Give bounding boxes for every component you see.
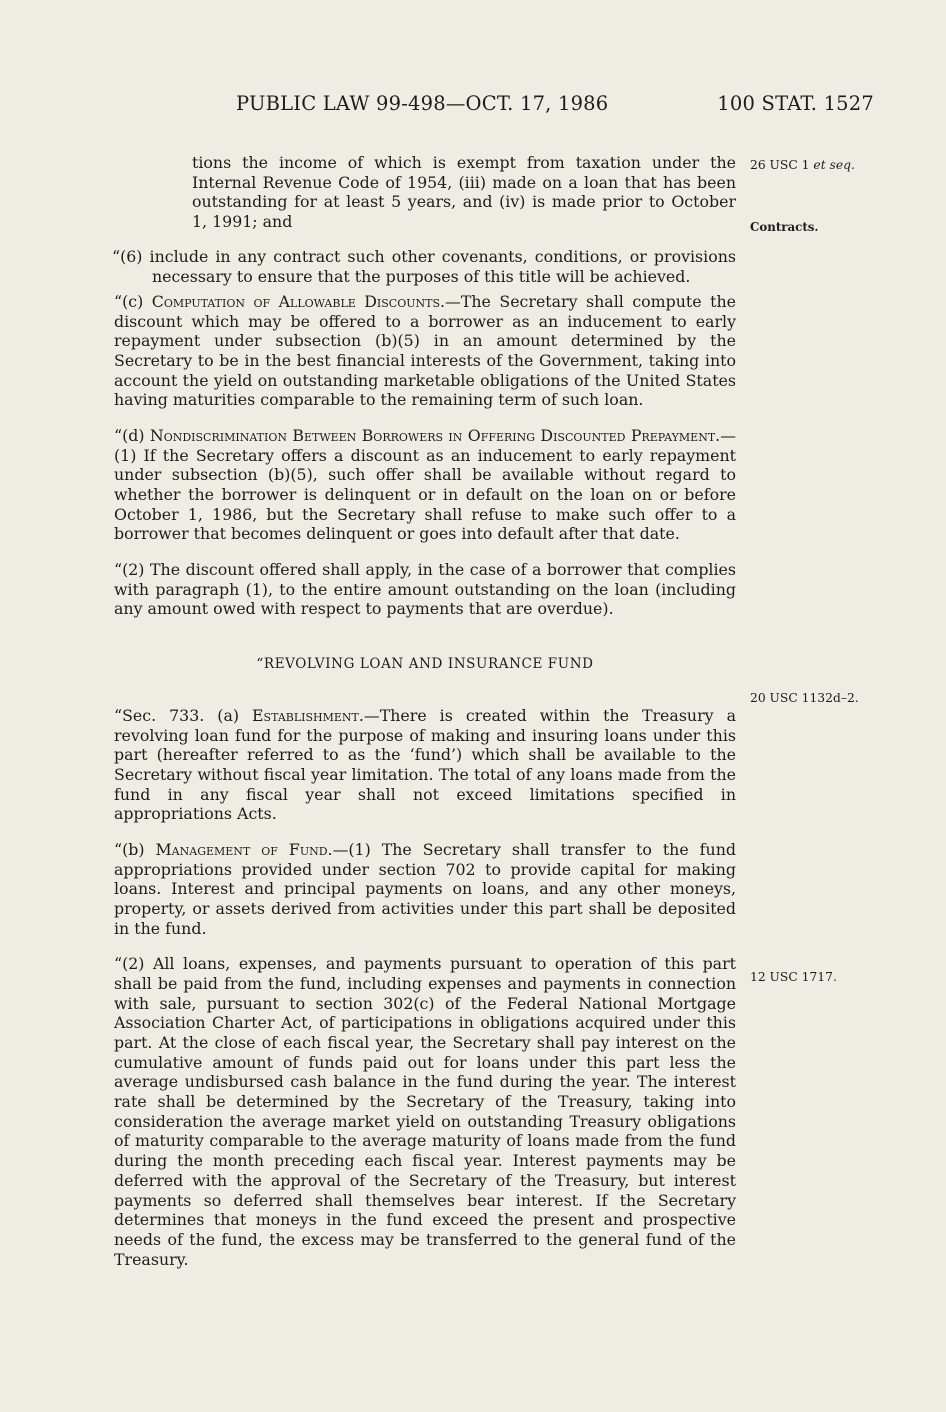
section-733-b-paragraph-2: “(2) All loans, expenses, and payments pursuant to operation of this part shall be paid from the fund, including expenses and payments in connection with sale, pursuant to section 302(c) of the Federal National Mortgage Association Charter Act, of participations in obligations acquired under this part. At the close of each fiscal year, the Secretary shall pay interest on the cumulative amount of funds paid out for loans under this part less the average undisbursed cash balance in the fund during the year. The interest rate shall be determined by the Secretary of the Treasury, taking into consideration the average market yield on outstanding Treasury obligations of maturity comparable to the average maturity of loans made from the fund during the month preceding each fiscal year. Interest payments may be deferred with the approval of the Secretary of the Treasury, but interest payments so deferred shall themselves bear interest. If the Secretary determines that moneys in the fund exceed the present and prospective needs of the fund, the excess may be transferred to the general fund of the Treasury. [114, 954, 736, 1269]
paragraph-continuation: tions the income of which is exempt from taxation under the Internal Revenue Code of 1954, (iii) made on a loan that has been outstanding for at least 5 years, and (iv) is made prior to October 1, 1991; and [192, 152, 736, 231]
subsection-d-caption: Nondiscrimination Between Borrowers in Offering Discounted Prepayment [149, 425, 716, 445]
section-733-b-caption: Management of Fund [155, 839, 328, 859]
section-733-block [114, 690, 736, 1285]
section-733-b: “(b) Management of Fund.—(1) The Secretary shall transfer to the fund appropriations provided under section 702 to provide capital for making loans. Interest and principal payments on loans, and any other moneys, property, or assets derived from activities under this part shall be deposited in the fund. [114, 839, 736, 938]
subsection-c: “(c) Computation of Allowable Discounts.—The Secretary shall compute the discount which may be offered to a borrower as an inducement to early repayment under subsection (b)(5) in an amount determined by the Secretary to be in the best financial interests of the Government, taking into account the yield on outstanding marketable obligations of the United States having maturities comparable to the remaining term of such loan. [114, 291, 736, 410]
subsection-c-d-block [114, 276, 736, 635]
margin-note-contracts: Contracts. [750, 220, 819, 234]
subsection-d-paragraph-2: “(2) The discount offered shall apply, in the case of a borrower that complies with paragraph (1), to the entire amount outstanding on the loan (including any amount owed with respect to payments that are overdue). [114, 559, 736, 619]
subsection-d: “(d) Nondiscrimination Between Borrowers in Offering Discounted Prepayment.—(1) If the Secretary offers a discount as an inducement to early repayment under subsection (b)(5), such offer shall be available without regard to whether the borrower is delinquent or in default on the loan on or before October 1, 1986, but the Secretary shall refuse to make such offer to a borrower that becomes delinquent or goes into default after that date. [114, 425, 736, 544]
paragraph-6: “(6) include in any contract such other covenants, conditions, or provisions necessary to ensure that the purposes of this title will be achieved. [112, 247, 736, 287]
margin-note-26-usc: 26 USC 1 et seq. [750, 158, 855, 172]
margin-note-12-usc: 12 USC 1717. [750, 970, 837, 984]
section-733-a: “Sec. 733. (a) Establishment.—There is created within the Treasury a revolving loan fund for the purpose of making and insuring loans under this part (hereafter referred to as the ‘fund’) which shall be available to the Secretary without fiscal year limitation. The total of any loans made from the fund in any fiscal year shall not exceed limitations specified in appropriations Acts. [114, 705, 736, 824]
margin-note-20-usc: 20 USC 1132d–2. [750, 691, 859, 705]
section-733-a-caption: Establishment [252, 705, 359, 725]
running-header-page: 100 STAT. 1527 [717, 92, 874, 115]
section-heading: “REVOLVING LOAN AND INSURANCE FUND [256, 656, 594, 672]
running-header-title: PUBLIC LAW 99-498—OCT. 17, 1986 [236, 92, 609, 115]
subsection-c-caption: Computation of Allowable Discounts [151, 291, 441, 311]
